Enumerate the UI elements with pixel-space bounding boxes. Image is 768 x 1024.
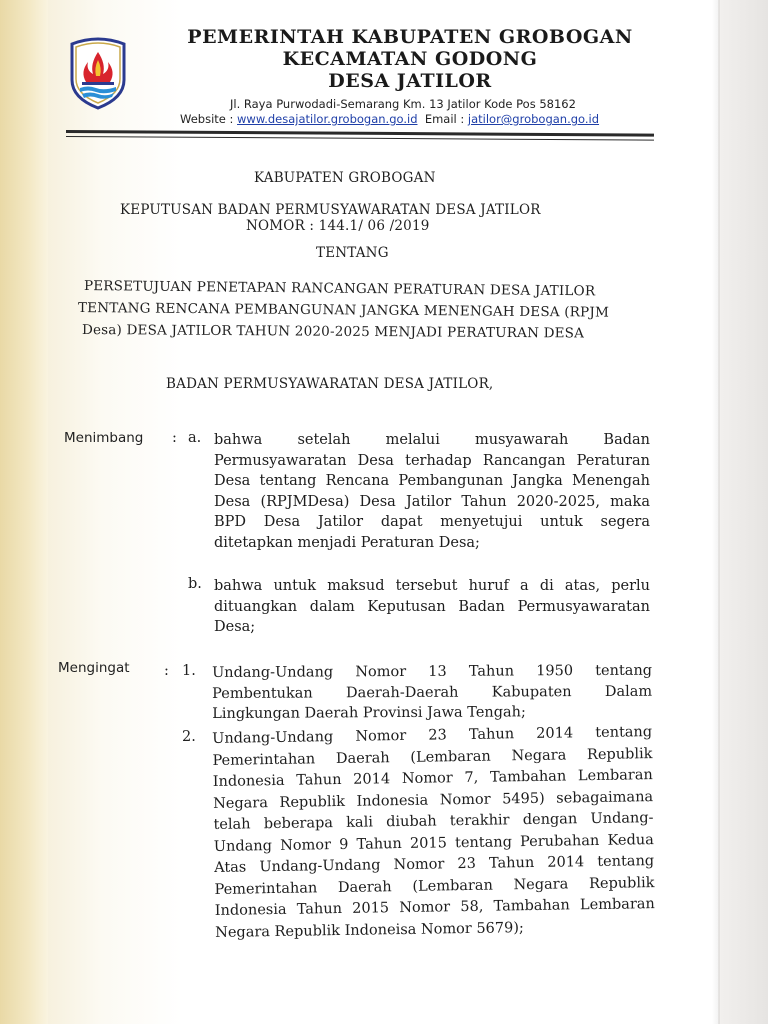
letterhead-district: KECAMATAN GODONG: [282, 48, 538, 70]
mengingat-item-2-mark: 2.: [182, 729, 196, 745]
page-margin-right: [718, 0, 768, 1024]
heading-nomor: NOMOR : 144.1/ 06 /2019: [246, 218, 430, 234]
title-line-3: Desa) DESA JATILOR TAHUN 2020-2025 MENJADI PERATURAN DESA: [81, 322, 585, 342]
letterhead-contact: [180, 112, 599, 126]
heading-keputusan: KEPUTUSAN BADAN PERMUSYAWARATAN DESA JATILOR: [120, 202, 541, 218]
email-link[interactable]: jatilor@grobogan.go.id: [467, 112, 600, 126]
mengingat-label: Mengingat: [58, 660, 130, 676]
menimbang-label: Menimbang: [64, 430, 144, 446]
mengingat-item-1-text: Undang-Undang Nomor 13 Tahun 1950 tentang Pembentukan Daerah-Daerah Kabupaten Dalam Lingkungan Daerah Provinsi Jawa Tengah;: [212, 662, 653, 722]
title-line-1: PERSETUJUAN PENETAPAN RANCANGAN PERATURAN DESA JATILOR: [83, 278, 596, 300]
website-label: Website :: [180, 112, 238, 126]
issuing-body: BADAN PERMUSYAWARATAN DESA JATILOR,: [166, 376, 494, 392]
title-line-2: TENTANG RENCANA PEMBANGUNAN JANGKA MENENGAH DESA (RPJM: [77, 300, 610, 321]
letterhead-government: PEMERINTAH KABUPATEN GROBOGAN: [187, 26, 633, 48]
regency-emblem-icon: [66, 36, 130, 110]
mengingat-item-2-text: Undang-Undang Nomor 23 Tahun 2014 tentang Pemerintahan Daerah (Lembaran Negara Republik Indonesia Tahun 2014 Nomor 7, Tambahan Lembaran Negara Republik Indonesia Nomor 5495) sebagaimana telah beberapa kali diubah terakhir dengan Undang-Undang Nomor 9 Tahun 2015 tentang Perubahan Kedua Atas Undang-Undang Nomor 23 Tahun 2014 tentang Pemerintahan Daerah (Lembaran Negara Republik Indonesia Tahun 2015 Nomor 58, Tambahan Lembaran Negara Republik Indoneisa Nomor 5679);: [212, 724, 655, 941]
page-shadow: [712, 0, 720, 1024]
letterhead-address: Jl. Raya Purwodadi-Semarang Km. 13 Jatilor Kode Pos 58162: [230, 97, 576, 111]
mengingat-colon: :: [164, 663, 169, 679]
menimbang-item-b-mark: b.: [188, 576, 202, 592]
website-link[interactable]: www.desajatilor.grobogan.go.id: [237, 112, 418, 126]
letterhead: [150, 26, 670, 92]
page-margin-left: [0, 0, 52, 1024]
mengingat-item-1-mark: 1.: [182, 663, 196, 679]
letterhead-village: DESA JATILOR: [328, 70, 492, 92]
menimbang-item-a-text: bahwa setelah melalui musyawarah Badan Permusyawaratan Desa terhadap Rancangan Peraturan Desa tentang Rencana Pembangunan Jangka Menengah Desa (RPJMDesa) Desa Jatilor Tahun 2020-2025, maka BPD Desa Jatilor dapat menyetujui untuk segera ditetapkan menjadi Peraturan Desa;: [214, 432, 650, 551]
menimbang-item-b-text: bahwa untuk maksud tersebut huruf a di atas, perlu dituangkan dalam Keputusan Badan Permusyawaratan Desa;: [214, 578, 650, 635]
heading-tentang: TENTANG: [316, 245, 389, 261]
menimbang-item-a-mark: a.: [188, 430, 202, 446]
heading-kabupaten: KABUPATEN GROBOGAN: [254, 170, 436, 186]
email-label: Email :: [424, 112, 468, 126]
menimbang-colon: :: [172, 430, 177, 446]
